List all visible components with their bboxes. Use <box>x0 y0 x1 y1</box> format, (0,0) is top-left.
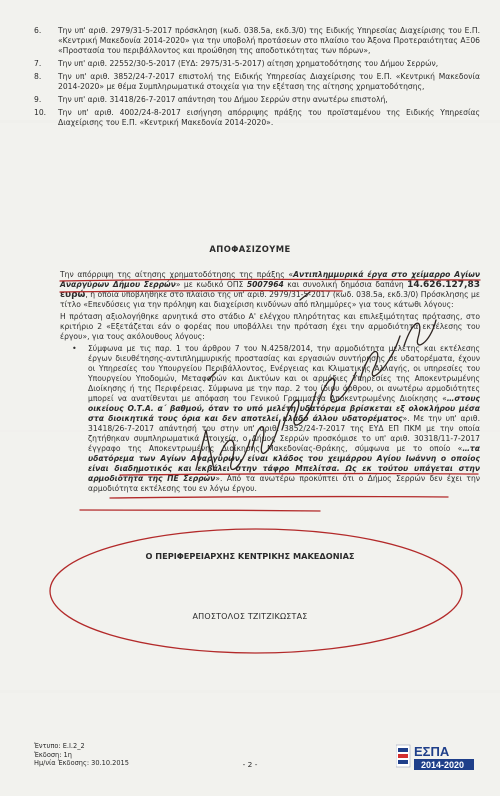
quoted-legal-text: …στους οικείους Ο.Τ.Α. α΄ βαθμού, όταν το υπό μελέτη υδατόρεμα βρίσκεται εξ ολοκλήρου μέσα στα διοικητικά τους όρια και δεν αποτελεί κλάδο άλλου υδατορέματος <box>88 394 480 423</box>
reason-bullet <box>72 344 480 494</box>
list-number: 7. <box>34 59 42 68</box>
list-item <box>34 108 480 128</box>
decision-text: και συνολική δημόσια δαπάνη <box>283 280 408 289</box>
quoted-authority-text: …τα υδατόρεμα των Αγίων Αναργύρων, είναι κλάδος του χειμάρρου Αγίου Ιωάννη ο οποίος είναι διαδημοτικός και εκβάλει στην τάφρο Μπελίτσα. Ως εκ τούτου υπάγεται στην αρμοδιότητα της ΠΕ Σερρών <box>88 444 480 483</box>
espa-logo-years: 2014-2020 <box>421 760 465 770</box>
list-item <box>34 95 480 105</box>
list-text: Την υπ' αριθ. 31418/26-7-2017 απάντηση του Δήμου Σερρών στην ανωτέρω επιστολή, <box>58 95 388 104</box>
evaluation-paragraph <box>60 312 480 342</box>
list-text: Την υπ' αριθ. 3852/24-7-2017 επιστολή της Ειδικής Υπηρεσίας Διαχείρισης του Ε.Π. «Κεντρική Μακεδονία 2014-2020» με θέμα Συμπληρωματικά στοιχεία για την εξέταση της αίτησης χρηματοδότησης, <box>58 72 480 91</box>
project-title: Αντιπλημμυρικά έργα στο χείμαρρο Αγίων Αναργύρων Δήμου Σερρών <box>60 270 481 289</box>
list-text: Την υπ' αριθ. 4002/24-8-2017 εισήγηση απόρριψης πράξης του προϊσταμένου της Ειδικής Υπηρεσίας Διαχείρισης του Ε.Π. «Κεντρική Μακεδονία 2014-2020». <box>58 108 480 127</box>
page-number: - 2 - <box>242 760 258 769</box>
signatory-name: ΑΠΟΣΤΟΛΟΣ ΤΖΙΤΖΙΚΩΣΤΑΣ <box>192 612 308 621</box>
decision-text: , η οποία υποβλήθηκε στο πλαίσιο της υπ' αριθ. 2979/31-5-2017 (κωδ. 038.5a, εκδ.3/0) Πρόσκλησης με τίτλο «Επενδύσεις για την πρόληψη και διαχείριση κινδύνων από πλημμύρες» για τους κάτωθι λόγους: <box>60 290 480 309</box>
list-text: Την υπ' αριθ. 22552/30-5-2017 (ΕΥΔ: 2975/31-5-2017) αίτηση χρηματοδότησης του Δήμου Σερρών, <box>58 59 439 68</box>
espa-logo-word: ΕΣΠΑ <box>414 744 450 759</box>
reason-text-part: Σύμφωνα με τις παρ. 1 του άρθρου 7 του Ν.4258/2014, την αρμοδιότητα μελέτης και εκτέλεσης έργων διευθέτησης-αντιπλημμυρικής προστασίας και εργασιών συντήρησης σε υδατορέματα, έχουν οι Υπηρεσίες του Υπουργείου Περιβάλλοντος, Ενέργειας και Κλιματικής Αλλαγής, οι υπηρεσίες του Υπουργείου Υποδομών, Μεταφορών και Δικτύων και οι αρμόδιες Υπηρεσίες της Αποκεντρωμένης Διοίκησης ή της Περιφέρειας. Σύμφωνα με την παρ. 2 του ίδιου άρθρου, οι ανωτέρω αρμοδιότητες μπορεί να ανατίθενται με απόφαση του Γενικού Γραμματέα Αποκεντρωμένης Διοίκησης « <box>88 344 480 403</box>
reason-text <box>88 344 480 494</box>
form-date: Ημ/νία Έκδοσης: 30.10.2015 <box>34 759 129 768</box>
decision-text: » με κωδικό ΟΠΣ <box>175 280 247 289</box>
list-number: 10. <box>34 108 47 117</box>
form-code: Έντυπο: Ε.Ι.2_2 <box>34 742 85 750</box>
evaluation-text: Η πρόταση αξιολογήθηκε αρνητικά στο στάδιο Α' ελέγχου πληρότητας και επιλεξιμότητας πρότασης, στο κριτήριο 2 «Εξετάζεται εάν ο φορέας που υποβάλλει την πρόταση έχει την αρμοδιότητα εκτέλεσης του έργου», για τους ακόλουθους λόγους: <box>60 312 480 341</box>
underline-reason-3 <box>80 510 320 511</box>
signature-circle <box>50 529 462 653</box>
list-item <box>34 59 480 69</box>
list-item <box>34 72 480 92</box>
decision-text: Την απόρριψη της αίτησης χρηματοδότησης της πράξης « <box>60 270 294 279</box>
underline-reason-2 <box>110 497 448 498</box>
reason-text-part: ». Με την υπ' αριθ. 31418/26-7-2017 απάντησή του στην υπ' αριθ. 3852/24-7-2017 της ΕΥΔ ΕΠ ΠΚΜ με την οποία ζητήθηκαν συμπληρωματικά στοιχεία, ο Δήμος Σερρών προσκόμισε το υπ' αριθ. 30318/11-7-2017 έγγραφο της Αποκεντρωμένης Διοίκησης Μακεδονίας-Θράκης, σύμφωνα με το οποίο « <box>88 414 480 453</box>
bullet-mark: • <box>72 344 77 353</box>
espa-logo <box>396 741 480 773</box>
list-item <box>34 26 480 56</box>
decision-paragraph <box>60 270 480 310</box>
list-number: 6. <box>34 26 42 35</box>
decision-heading: ΑΠΟΦΑΣΙΖΟΥΜΕ <box>209 244 291 254</box>
list-number: 8. <box>34 72 42 81</box>
list-text: Την υπ' αριθ. 2979/31-5-2017 πρόσκληση (κωδ. 038.5a, εκδ.3/0) της Ειδικής Υπηρεσίας Διαχείρισης του Ε.Π. «Κεντρική Μακεδονία 2014-2020» για την υποβολή προτάσεων στο πλαίσιο του Άξονα Προτεραιότητας ΑΞ06 «Προστασία του περιβάλλοντος και προώθηση της αποδοτικότητας των πόρων», <box>58 26 480 55</box>
list-number: 9. <box>34 95 42 104</box>
signatory-title: Ο ΠΕΡΙΦΕΡΕΙΑΡΧΗΣ ΚΕΝΤΡΙΚΗΣ ΜΑΚΕΔΟΝΙΑΣ <box>145 551 355 561</box>
public-expenditure-amount: 14.626.127,83 ευρώ <box>60 280 480 300</box>
form-edition: Έκδοση: 1η <box>34 750 72 759</box>
reason-text-part: ». Από τα ανωτέρω προκύπτει ότι ο Δήμος Σερρών δεν έχει την αρμοδιότητα εκτέλεσης του εν λόγω έργου. <box>88 474 481 493</box>
reference-list <box>34 26 480 131</box>
ops-code: 5007964 <box>246 280 284 289</box>
